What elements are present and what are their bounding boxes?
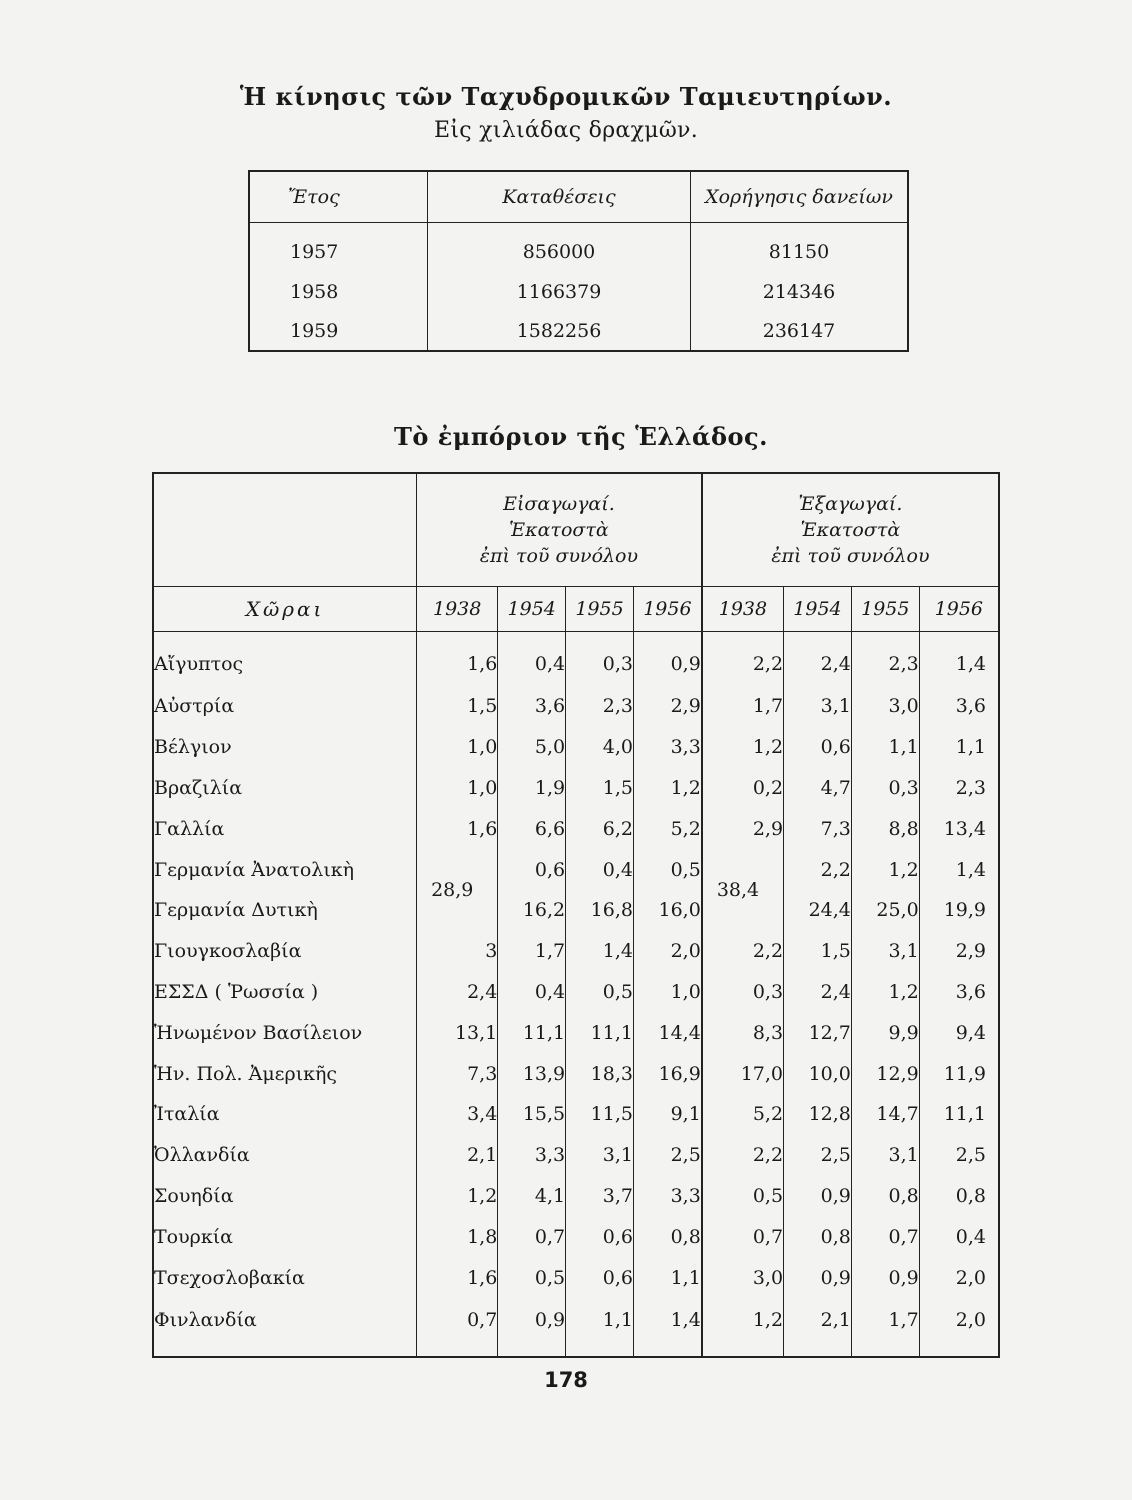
value-cell: 0,5 bbox=[702, 1176, 784, 1217]
value-cell: 24,4 bbox=[784, 890, 852, 931]
country-cell: Σουηδία bbox=[153, 1176, 417, 1217]
year-cell: 1957 bbox=[249, 222, 428, 272]
value-cell: 9,9 bbox=[851, 1012, 919, 1053]
value-cell: 1,6 bbox=[417, 1257, 498, 1298]
value-cell: 12,8 bbox=[784, 1094, 852, 1135]
value-cell: 0,7 bbox=[702, 1216, 784, 1257]
trade-group-header-row bbox=[153, 473, 999, 587]
value-cell: 0,7 bbox=[851, 1216, 919, 1257]
country-cell: Αἴγυπτος bbox=[153, 632, 417, 687]
value-cell: 2,1 bbox=[417, 1135, 498, 1176]
value-cell: 0,2 bbox=[702, 768, 784, 809]
savings-table bbox=[248, 170, 909, 352]
value-cell: 1,2 bbox=[702, 727, 784, 768]
loans-cell: 214346 bbox=[762, 280, 836, 303]
value-cell: 13,1 bbox=[417, 1012, 498, 1053]
country-cell: Αὐστρία bbox=[153, 686, 417, 727]
country-cell: Ἡν. Πολ. Ἀμερικῆς bbox=[153, 1053, 417, 1094]
value-cell: 1,5 bbox=[417, 686, 498, 727]
value-cell: 11,1 bbox=[566, 1012, 634, 1053]
value-cell: 13,9 bbox=[498, 1053, 566, 1094]
table-row bbox=[153, 849, 999, 890]
value-cell: 2,5 bbox=[955, 1144, 986, 1167]
value-cell: 12,7 bbox=[784, 1012, 852, 1053]
value-cell: 0,6 bbox=[566, 1216, 634, 1257]
exports-header-line3: ἐπὶ τοῦ συνόλου bbox=[771, 545, 930, 567]
value-cell: 7,3 bbox=[784, 808, 852, 849]
value-cell: 5,0 bbox=[498, 727, 566, 768]
value-cell: 16,8 bbox=[566, 890, 634, 931]
table-row bbox=[153, 1012, 999, 1053]
value-cell: 0,4 bbox=[498, 972, 566, 1013]
value-cell: 1,1 bbox=[633, 1257, 701, 1298]
year-header: 1955 bbox=[566, 587, 634, 632]
value-cell: 1,2 bbox=[702, 1298, 784, 1357]
value-cell: 2,4 bbox=[784, 972, 852, 1013]
value-cell: 3,6 bbox=[498, 686, 566, 727]
trade-years-row bbox=[153, 587, 999, 632]
value-cell: 3,6 bbox=[955, 980, 986, 1003]
value-cell: 6,2 bbox=[566, 808, 634, 849]
year-cell: 1959 bbox=[249, 311, 428, 351]
value-cell: 15,5 bbox=[498, 1094, 566, 1135]
value-cell: 1,1 bbox=[566, 1298, 634, 1357]
value-cell: 3,1 bbox=[784, 686, 852, 727]
country-cell: Βραζιλία bbox=[153, 768, 417, 809]
value-cell: 0,4 bbox=[566, 849, 634, 890]
value-cell: 2,0 bbox=[955, 1308, 986, 1331]
table-row bbox=[153, 632, 999, 687]
table-row bbox=[249, 272, 908, 311]
year-header: 1954 bbox=[498, 587, 566, 632]
germany-1938-imports: 28,9 bbox=[417, 849, 498, 931]
table-row bbox=[153, 972, 999, 1013]
imports-header-line2: Ἑκατοστὰ bbox=[509, 519, 609, 541]
value-cell: 6,6 bbox=[498, 808, 566, 849]
table-row bbox=[153, 931, 999, 972]
value-cell: 2,4 bbox=[417, 972, 498, 1013]
value-cell: 4,0 bbox=[566, 727, 634, 768]
empty-corner bbox=[153, 473, 417, 587]
germany-1938-exports: 38,4 bbox=[702, 849, 784, 931]
value-cell: 3,1 bbox=[851, 1135, 919, 1176]
value-cell: 0,4 bbox=[955, 1225, 986, 1248]
value-cell: 3,4 bbox=[417, 1094, 498, 1135]
value-cell: 0,8 bbox=[633, 1216, 701, 1257]
value-cell: 19,9 bbox=[943, 899, 986, 922]
country-cell: Τσεχοσλοβακία bbox=[153, 1257, 417, 1298]
countries-header: Χῶραι bbox=[153, 587, 417, 632]
year-header: 1954 bbox=[784, 587, 852, 632]
value-cell: 3 bbox=[417, 931, 498, 972]
deposits-cell: 1166379 bbox=[428, 272, 691, 311]
value-cell: 4,7 bbox=[784, 768, 852, 809]
deposits-cell: 1582256 bbox=[428, 311, 691, 351]
value-cell: 1,2 bbox=[851, 849, 919, 890]
value-cell: 25,0 bbox=[851, 890, 919, 931]
value-cell: 1,9 bbox=[498, 768, 566, 809]
value-cell: 2,4 bbox=[784, 632, 852, 687]
value-cell: 1,0 bbox=[417, 727, 498, 768]
trade-body bbox=[153, 632, 999, 1357]
value-cell: 1,1 bbox=[955, 736, 986, 759]
value-cell: 2,2 bbox=[702, 632, 784, 687]
value-cell: 14,7 bbox=[851, 1094, 919, 1135]
country-cell: Ἰταλία bbox=[153, 1094, 417, 1135]
header-year: Ἔτος bbox=[249, 171, 428, 222]
value-cell: 11,1 bbox=[498, 1012, 566, 1053]
value-cell: 0,4 bbox=[498, 632, 566, 687]
value-cell: 0,3 bbox=[851, 768, 919, 809]
value-cell: 1,7 bbox=[498, 931, 566, 972]
value-cell: 0,8 bbox=[851, 1176, 919, 1217]
imports-header-line3: ἐπὶ τοῦ συνόλου bbox=[479, 545, 639, 567]
value-cell: 11,5 bbox=[566, 1094, 634, 1135]
country-cell: Γερμανία Δυτικὴ bbox=[153, 890, 417, 931]
value-cell: 2,3 bbox=[851, 632, 919, 687]
loans-cell: 81150 bbox=[768, 241, 830, 264]
value-cell: 3,3 bbox=[633, 1176, 701, 1217]
value-cell: 1,4 bbox=[566, 931, 634, 972]
value-cell: 0,8 bbox=[784, 1216, 852, 1257]
country-cell: Ὀλλανδία bbox=[153, 1135, 417, 1176]
value-cell: 2,3 bbox=[955, 776, 986, 799]
value-cell: 1,6 bbox=[417, 632, 498, 687]
exports-header-line1: Ἐξαγωγαί. bbox=[798, 493, 903, 515]
year-header: 1956 bbox=[919, 587, 999, 632]
value-cell: 1,5 bbox=[784, 931, 852, 972]
value-cell: 2,1 bbox=[784, 1298, 852, 1357]
year-header: 1938 bbox=[702, 587, 784, 632]
value-cell: 0,7 bbox=[417, 1298, 498, 1357]
savings-subtitle: Εἰς χιλιάδας δραχμῶν. bbox=[433, 118, 699, 143]
table-row bbox=[153, 1094, 999, 1135]
header-deposits: Καταθέσεις bbox=[428, 171, 691, 222]
savings-header-row bbox=[249, 171, 908, 222]
value-cell: 12,9 bbox=[851, 1053, 919, 1094]
country-cell: Γερμανία Ἀνατολικὴ bbox=[153, 849, 417, 890]
exports-header-line2: Ἑκατοστὰ bbox=[800, 519, 901, 541]
table-row bbox=[153, 1053, 999, 1094]
value-cell: 0,5 bbox=[566, 972, 634, 1013]
value-cell: 2,0 bbox=[633, 931, 701, 972]
country-cell: Γαλλία bbox=[153, 808, 417, 849]
year-header: 1938 bbox=[417, 587, 498, 632]
country-cell: Βέλγιον bbox=[153, 727, 417, 768]
value-cell: 2,0 bbox=[955, 1266, 986, 1289]
value-cell: 4,1 bbox=[498, 1176, 566, 1217]
value-cell: 14,4 bbox=[633, 1012, 701, 1053]
value-cell: 5,2 bbox=[702, 1094, 784, 1135]
value-cell: 9,1 bbox=[633, 1094, 701, 1135]
value-cell: 0,9 bbox=[498, 1298, 566, 1357]
value-cell: 0,6 bbox=[566, 1257, 634, 1298]
value-cell: 16,2 bbox=[498, 890, 566, 931]
table-row bbox=[249, 222, 908, 272]
exports-header bbox=[702, 473, 999, 587]
value-cell: 0,3 bbox=[702, 972, 784, 1013]
value-cell: 0,5 bbox=[633, 849, 701, 890]
value-cell: 3,1 bbox=[851, 931, 919, 972]
country-cell: Ἡνωμένον Βασίλειον bbox=[153, 1012, 417, 1053]
value-cell: 0,7 bbox=[498, 1216, 566, 1257]
value-cell: 1,6 bbox=[417, 808, 498, 849]
value-cell: 3,6 bbox=[955, 695, 986, 718]
year-header: 1955 bbox=[851, 587, 919, 632]
value-cell: 0,8 bbox=[955, 1184, 986, 1207]
value-cell: 1,2 bbox=[851, 972, 919, 1013]
value-cell: 0,9 bbox=[784, 1176, 852, 1217]
country-cell: Τουρκία bbox=[153, 1216, 417, 1257]
imports-header-line1: Εἰσαγωγαί. bbox=[503, 493, 615, 515]
table-row bbox=[153, 768, 999, 809]
year-cell: 1958 bbox=[249, 272, 428, 311]
savings-title: Ἡ κίνησις τῶν Ταχυδρομικῶν Ταμιευτηρίων. bbox=[239, 82, 893, 111]
value-cell: 0,3 bbox=[566, 632, 634, 687]
value-cell: 2,5 bbox=[633, 1135, 701, 1176]
value-cell: 17,0 bbox=[702, 1053, 784, 1094]
value-cell: 5,2 bbox=[633, 808, 701, 849]
value-cell: 10,0 bbox=[784, 1053, 852, 1094]
value-cell: 2,9 bbox=[702, 808, 784, 849]
imports-header bbox=[417, 473, 702, 587]
value-cell: 16,9 bbox=[633, 1053, 701, 1094]
value-cell: 2,5 bbox=[784, 1135, 852, 1176]
table-row bbox=[153, 686, 999, 727]
value-cell: 9,4 bbox=[955, 1021, 986, 1044]
header-loans: Χορήγησις δανείων bbox=[691, 171, 909, 222]
value-cell: 0,9 bbox=[633, 632, 701, 687]
value-cell: 1,4 bbox=[955, 653, 986, 675]
value-cell: 2,9 bbox=[955, 940, 986, 963]
value-cell: 2,2 bbox=[702, 1135, 784, 1176]
value-cell: 16,0 bbox=[633, 890, 701, 931]
value-cell: 13,4 bbox=[943, 817, 986, 840]
country-cell: Γιουγκοσλαβία bbox=[153, 931, 417, 972]
table-row bbox=[153, 1257, 999, 1298]
value-cell: 1,8 bbox=[417, 1216, 498, 1257]
value-cell: 3,3 bbox=[633, 727, 701, 768]
table-row bbox=[153, 1135, 999, 1176]
value-cell: 3,0 bbox=[702, 1257, 784, 1298]
page-number: 178 bbox=[544, 1368, 588, 1392]
value-cell: 1,7 bbox=[702, 686, 784, 727]
value-cell: 2,2 bbox=[784, 849, 852, 890]
year-header: 1956 bbox=[633, 587, 701, 632]
value-cell: 2,2 bbox=[702, 931, 784, 972]
value-cell: 0,6 bbox=[498, 849, 566, 890]
value-cell: 3,7 bbox=[566, 1176, 634, 1217]
value-cell: 18,3 bbox=[566, 1053, 634, 1094]
value-cell: 1,1 bbox=[851, 727, 919, 768]
value-cell: 0,9 bbox=[784, 1257, 852, 1298]
value-cell: 1,2 bbox=[417, 1176, 498, 1217]
table-row bbox=[153, 1216, 999, 1257]
table-row bbox=[153, 1176, 999, 1217]
value-cell: 1,0 bbox=[633, 972, 701, 1013]
value-cell: 1,4 bbox=[955, 858, 986, 881]
value-cell: 0,6 bbox=[784, 727, 852, 768]
value-cell: 3,3 bbox=[498, 1135, 566, 1176]
loans-cell: 236147 bbox=[762, 319, 836, 342]
table-row bbox=[153, 808, 999, 849]
value-cell: 2,3 bbox=[566, 686, 634, 727]
trade-table bbox=[152, 472, 1000, 1358]
value-cell: 3,1 bbox=[566, 1135, 634, 1176]
value-cell: 2,9 bbox=[633, 686, 701, 727]
value-cell: 7,3 bbox=[417, 1053, 498, 1094]
value-cell: 11,9 bbox=[943, 1062, 986, 1085]
table-row bbox=[153, 1298, 999, 1357]
value-cell: 0,5 bbox=[498, 1257, 566, 1298]
value-cell: 1,7 bbox=[851, 1298, 919, 1357]
value-cell: 3,0 bbox=[851, 686, 919, 727]
value-cell: 0,9 bbox=[851, 1257, 919, 1298]
trade-title: Τὸ ἐμπόριον τῆς Ἑλλάδος. bbox=[393, 422, 769, 451]
value-cell: 1,0 bbox=[417, 768, 498, 809]
value-cell: 11,1 bbox=[943, 1103, 986, 1126]
deposits-cell: 856000 bbox=[428, 222, 691, 272]
table-row bbox=[249, 311, 908, 351]
table-row bbox=[153, 890, 999, 931]
value-cell: 1,5 bbox=[566, 768, 634, 809]
country-cell: ΕΣΣΔ ( Ῥωσσία ) bbox=[153, 972, 417, 1013]
value-cell: 8,3 bbox=[702, 1012, 784, 1053]
table-row bbox=[153, 727, 999, 768]
value-cell: 8,8 bbox=[851, 808, 919, 849]
value-cell: 1,2 bbox=[633, 768, 701, 809]
value-cell: 1,4 bbox=[633, 1298, 701, 1357]
country-cell: Φινλανδία bbox=[153, 1298, 417, 1357]
